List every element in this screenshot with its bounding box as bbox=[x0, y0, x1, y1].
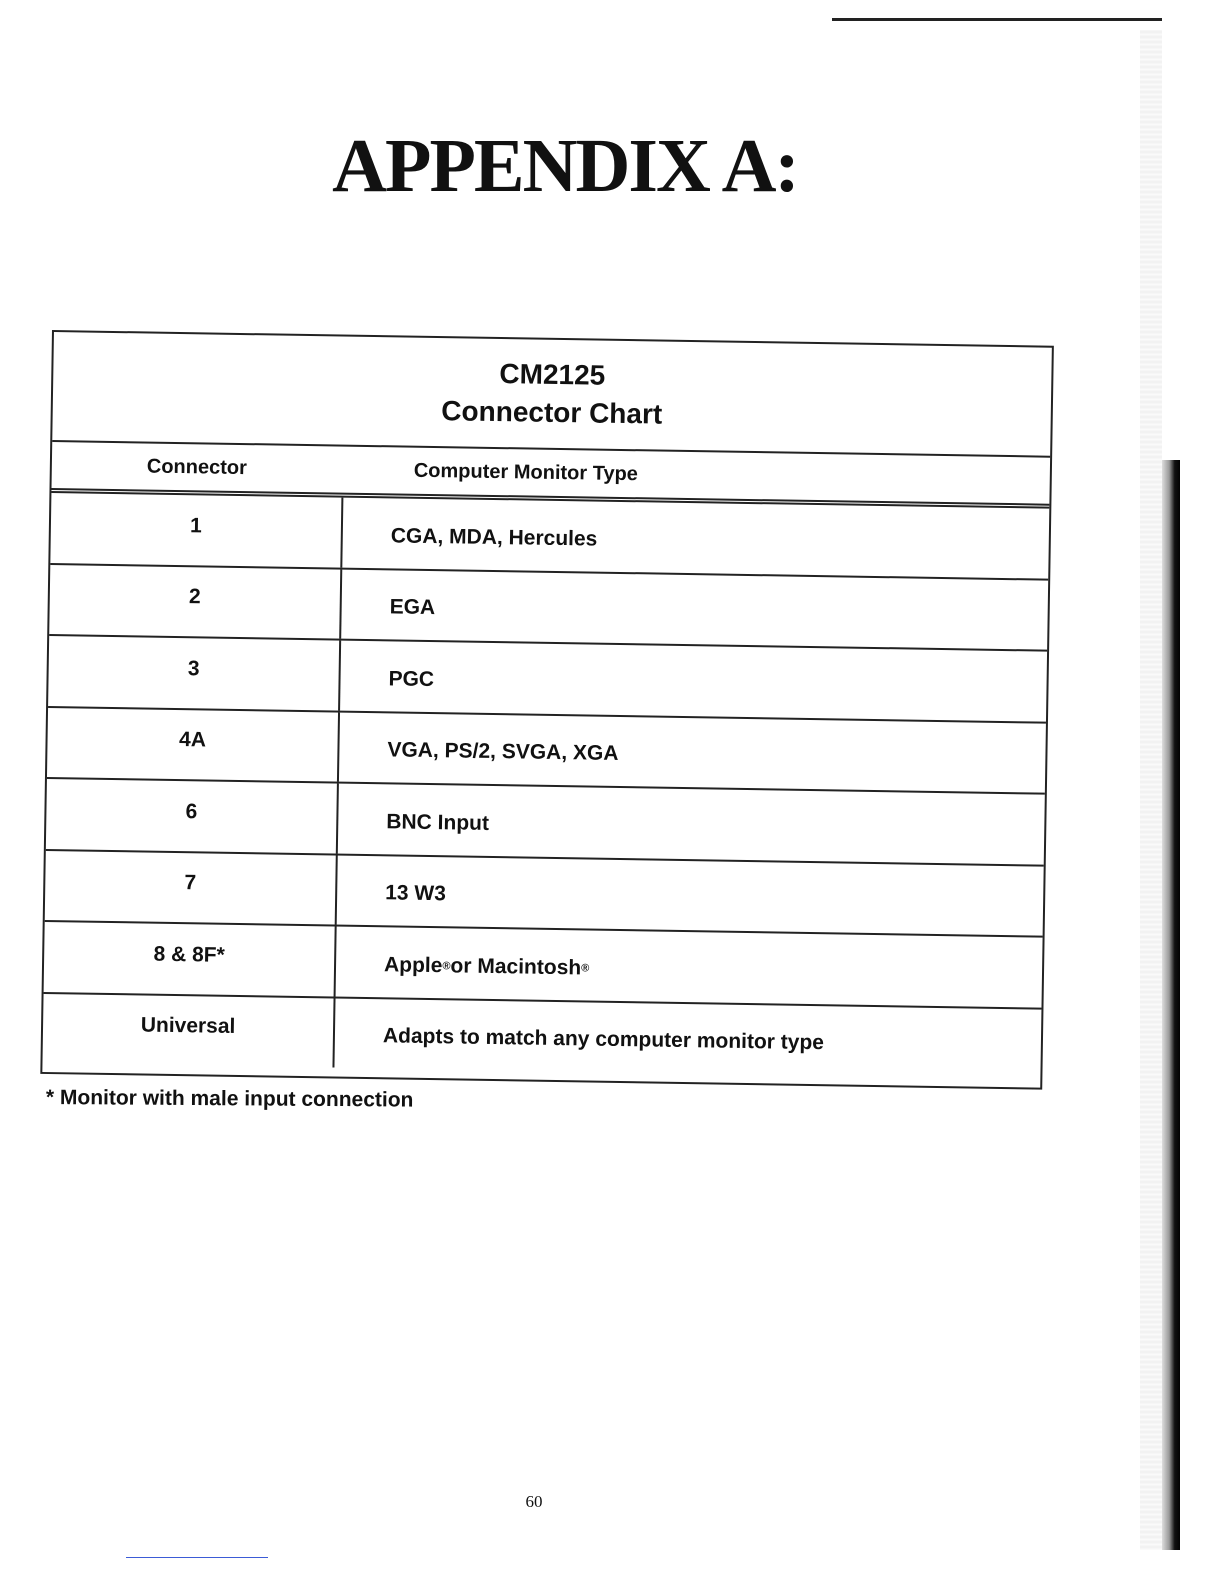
connector-cell: 8 & 8F* bbox=[44, 922, 337, 996]
monitor-type-cell: CGA, MDA, Hercules bbox=[390, 524, 598, 551]
scan-edge-shadow bbox=[1140, 30, 1162, 1550]
connector-cell: 7 bbox=[45, 850, 338, 924]
connector-cell: 4A bbox=[47, 707, 340, 781]
scan-edge-top bbox=[832, 18, 1162, 21]
page-number: 60 bbox=[525, 1492, 543, 1511]
registered-mark: ® bbox=[442, 959, 451, 973]
monitor-type-cell: EGA bbox=[389, 595, 436, 620]
monitor-type-cell: VGA, PS/2, SVGA, XGA bbox=[387, 738, 619, 766]
table-row bbox=[42, 993, 1041, 1078]
bottom-rule bbox=[126, 1557, 268, 1558]
chart-title bbox=[52, 332, 1052, 458]
header-monitor-type: Computer Monitor Type bbox=[413, 459, 639, 485]
connector-cell: 6 bbox=[46, 779, 339, 853]
monitor-type-cell: 13 W3 bbox=[385, 881, 447, 906]
chart-rows bbox=[42, 493, 1049, 1079]
monitor-type-cell: BNC Input bbox=[386, 810, 490, 835]
connector-cell: Universal bbox=[42, 993, 335, 1067]
footnote: * Monitor with male input connection bbox=[45, 1086, 414, 1112]
chart-title-model: CM2125 bbox=[499, 358, 606, 391]
monitor-type-cell: PGC bbox=[388, 667, 435, 691]
monitor-type-cell bbox=[336, 927, 1043, 1008]
monitor-type-cell: Adapts to match any computer monitor type bbox=[382, 1024, 825, 1055]
monitor-type-macintosh: or Macintosh bbox=[450, 954, 582, 980]
header-connector: Connector bbox=[146, 455, 248, 479]
registered-mark: ® bbox=[581, 962, 590, 975]
connector-chart bbox=[40, 330, 1054, 1090]
chart-title-name: Connector Chart bbox=[441, 395, 663, 430]
appendix-heading: APPENDIX A: bbox=[332, 124, 798, 208]
connector-cell: 3 bbox=[48, 636, 341, 710]
scan-edge-right bbox=[1162, 460, 1180, 1550]
connector-cell: 2 bbox=[49, 565, 342, 639]
connector-cell: 1 bbox=[50, 493, 343, 567]
monitor-type-apple: Apple bbox=[383, 953, 443, 977]
